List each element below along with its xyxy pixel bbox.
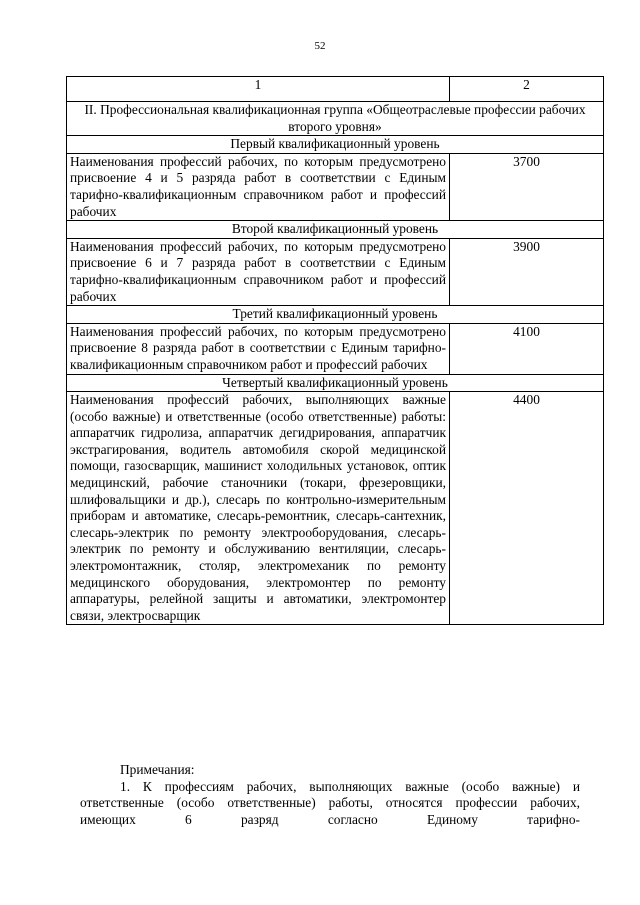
profession-description: Наименования профессий рабочих, по которым предусмотрено присвоение 8 разряда работ в соответствии с Единым тарифно-квалификационным справочником работ и профессий рабочих bbox=[67, 323, 450, 374]
notes-section bbox=[80, 762, 580, 828]
group-title: II. Профессиональная квалификационная группа «Общеотраслевые профессии рабочих второго уровня» bbox=[67, 102, 604, 136]
level-title: Второй квалификационный уровень bbox=[67, 221, 604, 239]
level-title: Четвертый квалификационный уровень bbox=[67, 374, 604, 392]
level-row bbox=[67, 374, 604, 392]
table-header-row bbox=[67, 77, 604, 102]
profession-description: Наименования профессий рабочих, по которым предусмотрено присвоение 6 и 7 разряда работ в соответствии с Единым тарифно-квалификационным справочником работ и профессий рабочих bbox=[67, 238, 450, 305]
level-title: Третий квалификационный уровень bbox=[67, 306, 604, 324]
salary-value: 3900 bbox=[450, 238, 604, 305]
level-row bbox=[67, 306, 604, 324]
page-number: 52 bbox=[314, 40, 326, 52]
profession-description: Наименования профессий рабочих, выполняющих важные (особо важные) и ответственные (особо ответственные) работы: аппаратчик гидролиза, аппаратчик дегидрирования, аппаратчик экстрагирования, водитель автомобиля скорой медицинской помощи, газосварщик, машинист холодильных установок, оптик медицинский, рабочие станочники (токари, фрезеровщики, шлифовальщики и др.), слесарь по контрольно-измерительным приборам и автоматике, слесарь-ремонтник, слесарь-сантехник, слесарь-электрик по ремонту электрооборудования, слесарь-электрик по ремонту и обслуживанию вентиляции, слесарь-электромонтажник, столяр, электромеханик по ремонту медицинского оборудования, электромонтер по ремонту аппаратуры, релейной защиты и автоматики, электромонтер связи, электросварщик bbox=[67, 392, 450, 625]
table-row bbox=[67, 323, 604, 374]
profession-description: Наименования профессий рабочих, по которым предусмотрено присвоение 4 и 5 разряда работ в соответствии с Единым тарифно-квалификационным справочником работ и профессий рабочих bbox=[67, 153, 450, 220]
level-row bbox=[67, 221, 604, 239]
salary-value: 4400 bbox=[450, 392, 604, 625]
notes-title: Примечания: bbox=[120, 762, 195, 777]
table-row bbox=[67, 153, 604, 220]
salary-value: 3700 bbox=[450, 153, 604, 220]
group-title-row bbox=[67, 102, 604, 136]
salary-value: 4100 bbox=[450, 323, 604, 374]
level-row bbox=[67, 136, 604, 154]
table-row bbox=[67, 392, 604, 625]
table-row bbox=[67, 238, 604, 305]
column-header-1: 1 bbox=[67, 77, 450, 102]
notes-text: 1. К профессиям рабочих, выполняющих важные (особо важные) и ответственные (особо ответственные) работы, относятся профессии рабочих, имеющих 6 разряд согласно Единому тарифно- bbox=[80, 778, 580, 827]
salary-table bbox=[66, 76, 604, 625]
level-title: Первый квалификационный уровень bbox=[67, 136, 604, 154]
column-header-2: 2 bbox=[450, 77, 604, 102]
